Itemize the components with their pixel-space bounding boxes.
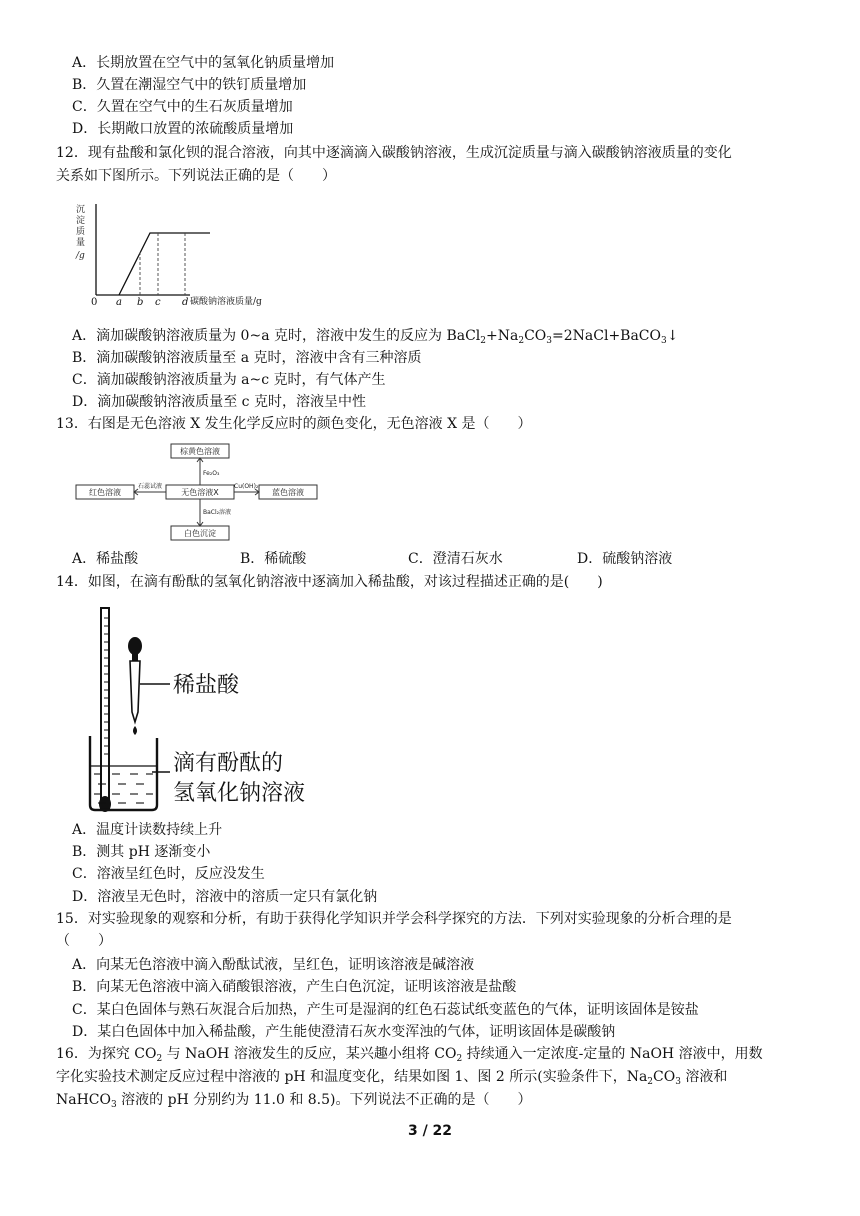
- q11-option-c: C．久置在空气中的生石灰质量增加: [72, 99, 293, 115]
- q12-graph-xlabel: 碳酸钠溶液质量/g: [190, 297, 262, 307]
- q13-top-result: 棕黄色溶液: [180, 447, 220, 456]
- q13-option-c: C．澄清石灰水: [408, 551, 503, 567]
- q12-precipitate-graph: [70, 198, 290, 310]
- q12-graph-point-b: b: [137, 297, 144, 308]
- q13-top-reagent: Fe₂O₃: [203, 470, 220, 477]
- q12-graph-ylabel-3: 质: [76, 227, 86, 237]
- q13-bottom-reagent: BaCl₂溶液: [203, 509, 232, 516]
- q12-graph-origin: 0: [91, 297, 98, 308]
- q15-option-c: C．某白色固体与熟石灰混合后加热，产生可是湿润的红色石蕊试纸变蓝色的气体，证明该固体是铵盐: [72, 1002, 699, 1018]
- q13-option-d: D．硫酸钠溶液: [577, 551, 673, 567]
- q15-option-a: A．向某无色溶液中滴入酚酞试液，呈红色，证明该溶液是碱溶液: [72, 957, 475, 973]
- q12-graph-ylabel-1: 沉: [76, 205, 86, 215]
- q13-center-solution: 无色溶液X: [181, 488, 219, 497]
- q13-stem: 13．右图是无色溶液 X 发生化学反应时的颜色变化，无色溶液 X 是（ ）: [56, 416, 532, 432]
- page-number: 3 / 22: [407, 1123, 453, 1139]
- q14-option-d: D．溶液呈无色时，溶液中的溶质一定只有氯化钠: [72, 889, 378, 905]
- q16-stem-line3: NaHCO$_3$ 溶液的 pH 分别约为 11.0 和 8.5)。下列说法不正确的是（ ）: [56, 1092, 532, 1110]
- q13-right-reagent: Cu(OH)₂: [234, 483, 259, 490]
- q14-stem: 14．如图，在滴有酚酞的氢氧化钠溶液中逐滴加入稀盐酸，对该过程描述正确的是( ): [56, 574, 603, 590]
- q12-option-b: B．滴加碳酸钠溶液质量至 a 克时，溶液中含有三种溶质: [72, 350, 422, 366]
- q13-right-result: 蓝色溶液: [272, 488, 304, 497]
- q12-graph-ylabel-2: 淀: [76, 216, 86, 226]
- q15-stem-line1: 15．对实验现象的观察和分析，有助于获得化学知识并学会科学探究的方法．下列对实验现象的分析合理的是: [56, 911, 732, 927]
- q14-label-solution-line2: 氢氧化钠溶液: [173, 781, 306, 806]
- q16-stem-line2: 字化实验技术测定反应过程中溶液的 pH 和温度变化，结果如图 1、图 2 所示(实验条件下，$Na_2CO_3$ 溶液和: [56, 1069, 728, 1087]
- q12-option-c: C．滴加碳酸钠溶液质量为 a~c 克时，有气体产生: [72, 372, 386, 388]
- q13-bottom-result: 白色沉淀: [184, 529, 216, 538]
- q14-option-b: B．测其 pH 逐渐变小: [72, 844, 211, 860]
- q12-graph-ylabel-unit: /g: [76, 251, 85, 261]
- q13-reaction-flowchart: [74, 442, 324, 542]
- q13-option-a: A．稀盐酸: [72, 551, 139, 567]
- q15-option-d: D．某白色固体中加入稀盐酸，产生能使澄清石灰水变浑浊的气体，证明该固体是碳酸钠: [72, 1024, 616, 1040]
- q12-stem-line2: 关系如下图所示。下列说法正确的是（ ）: [56, 168, 336, 184]
- q13-option-b: B．稀硫酸: [240, 551, 307, 567]
- q13-left-reagent: 石蕊试液: [138, 483, 163, 490]
- q14-label-dilute-hcl: 稀盐酸: [173, 673, 240, 698]
- q11-option-a: A．长期放置在空气中的氢氧化钠质量增加: [72, 55, 335, 71]
- q11-option-d: D．长期敞口放置的浓硫酸质量增加: [72, 121, 294, 137]
- q14-label-solution-line1: 滴有酚酞的: [173, 751, 284, 776]
- q14-option-a: A．温度计读数持续上升: [72, 822, 223, 838]
- q15-option-b: B．向某无色溶液中滴入硝酸银溶液，产生白色沉淀，证明该溶液是盐酸: [72, 979, 517, 995]
- q14-titration-figure: [72, 598, 322, 818]
- q12-option-d: D．滴加碳酸钠溶液质量至 c 克时，溶液呈中性: [72, 394, 366, 410]
- q14-option-c: C．溶液呈红色时，反应没发生: [72, 866, 265, 882]
- q15-stem-line2: （ ）: [56, 933, 112, 949]
- q11-option-b: B．久置在潮湿空气中的铁钉质量增加: [72, 77, 307, 93]
- q12-graph-point-a: a: [116, 297, 122, 308]
- q13-left-result: 红色溶液: [89, 488, 121, 497]
- q12-option-a: A．滴加碳酸钠溶液质量为 0~a 克时，溶液中发生的反应为 $BaCl_2+Na_2CO_3=2NaCl+BaCO_3↓$: [72, 328, 679, 346]
- q16-stem-line1: 16．为探究 $CO_2$ 与 NaOH 溶液发生的反应，某兴趣小组将 $CO_2$ 持续通入一定浓度-定量的 NaOH 溶液中，用数: [56, 1046, 763, 1064]
- q12-graph-point-c: c: [155, 297, 161, 308]
- q12-stem-line1: 12．现有盐酸和氯化钡的混合溶液，向其中逐滴滴入碳酸钠溶液，生成沉淀质量与滴入碳酸钠溶液质量的变化: [56, 145, 732, 161]
- q12-graph-point-d: d: [182, 297, 189, 308]
- q12-graph-ylabel-4: 量: [76, 238, 86, 248]
